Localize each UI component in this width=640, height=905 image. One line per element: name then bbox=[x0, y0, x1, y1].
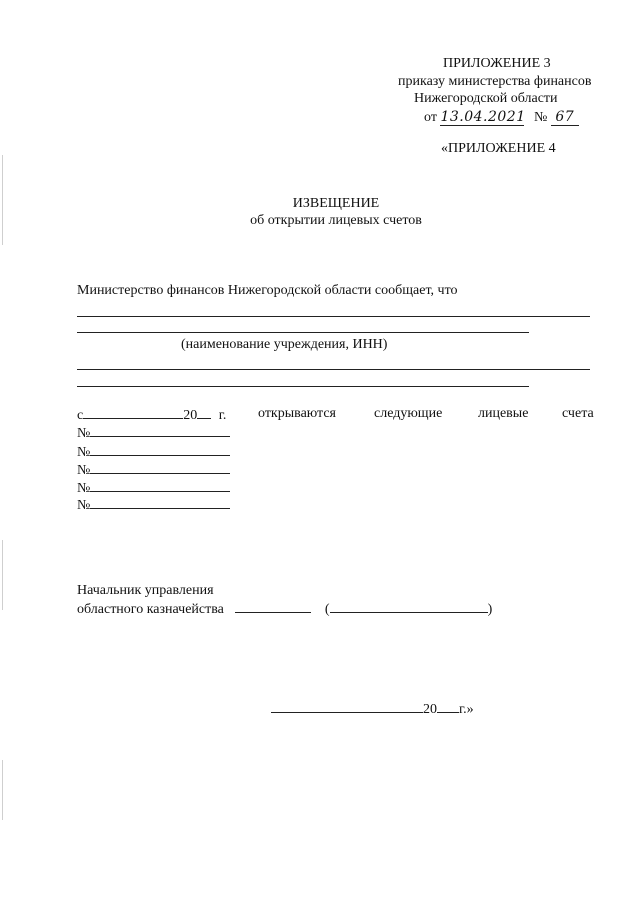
signer-title-line2 bbox=[77, 600, 492, 618]
appendix-quoted: «ПРИЛОЖЕНИЕ 4 bbox=[441, 141, 556, 156]
fill-line bbox=[77, 386, 529, 387]
year-blank bbox=[197, 406, 211, 419]
account-number-label: № bbox=[77, 481, 91, 496]
opening-word: следующие bbox=[374, 406, 443, 421]
name-blank bbox=[330, 600, 488, 613]
paren-open: ( bbox=[324, 602, 330, 617]
account-number-blank bbox=[90, 496, 230, 509]
document-subtitle: об открытии лицевых счетов bbox=[250, 213, 422, 228]
number-prefix: № bbox=[533, 110, 548, 125]
date-from: с bbox=[77, 408, 84, 423]
order-date-line bbox=[424, 109, 579, 126]
account-line bbox=[77, 443, 230, 461]
account-line bbox=[77, 479, 230, 497]
signer-title-text: областного казначейства bbox=[77, 602, 224, 617]
account-number-label: № bbox=[77, 463, 91, 478]
order-number-handwritten: 67 bbox=[551, 109, 579, 126]
day-month-blank bbox=[83, 406, 183, 419]
footer-year-prefix: 20 bbox=[423, 702, 437, 717]
fill-line bbox=[77, 332, 529, 333]
year-prefix: 20 bbox=[183, 408, 198, 423]
document-title: ИЗВЕЩЕНИЕ bbox=[292, 196, 380, 211]
date-prefix: от bbox=[424, 110, 437, 125]
institution-caption: (наименование учреждения, ИНН) bbox=[181, 337, 388, 352]
footer-date-blank bbox=[271, 700, 423, 713]
account-number-label: № bbox=[77, 445, 91, 460]
account-number-blank bbox=[90, 443, 230, 456]
account-number-label: № bbox=[77, 498, 91, 513]
scan-edge-mark bbox=[2, 540, 3, 610]
opening-word: лицевые bbox=[478, 406, 529, 421]
date-line bbox=[77, 406, 226, 424]
account-number-blank bbox=[90, 424, 230, 437]
fill-line bbox=[77, 369, 590, 370]
order-line: приказу министерства финансов bbox=[398, 74, 592, 89]
scan-edge-mark bbox=[2, 760, 3, 820]
paren-close: ) bbox=[487, 602, 493, 617]
signer-title-line1: Начальник управления bbox=[77, 583, 214, 598]
appendix-label: ПРИЛОЖЕНИЕ 3 bbox=[443, 56, 551, 71]
footer-year-suffix: г.» bbox=[459, 702, 474, 717]
signature-blank bbox=[235, 600, 311, 613]
account-line bbox=[77, 461, 230, 479]
opening-word: счета bbox=[562, 406, 594, 421]
account-number-label: № bbox=[77, 426, 91, 441]
order-date-handwritten: 13.04.2021 bbox=[440, 109, 526, 125]
year-suffix: г. bbox=[218, 408, 227, 423]
account-line bbox=[77, 424, 230, 442]
footer-year-blank bbox=[437, 700, 459, 713]
account-line bbox=[77, 496, 230, 514]
footer-date-line bbox=[271, 700, 474, 718]
account-number-blank bbox=[90, 461, 230, 474]
opening-word: открываются bbox=[258, 406, 336, 421]
account-number-blank bbox=[90, 479, 230, 492]
ministry-statement: Министерство финансов Нижегородской области сообщает, что bbox=[77, 283, 458, 298]
fill-line bbox=[77, 316, 590, 317]
region-line: Нижегородской области bbox=[414, 91, 558, 106]
